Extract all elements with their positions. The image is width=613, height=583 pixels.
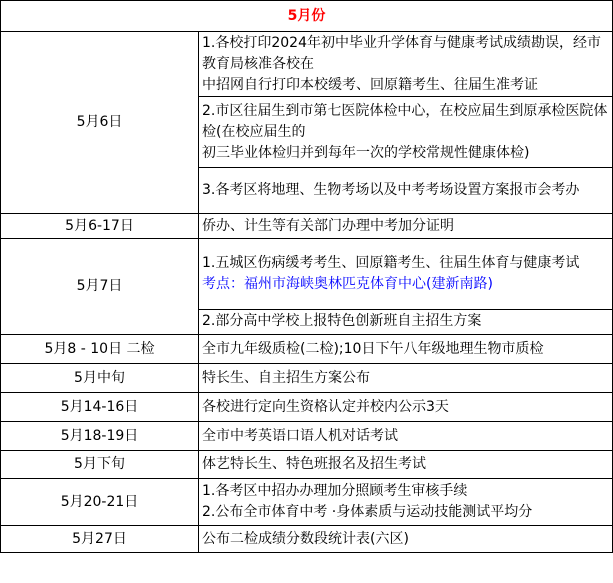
content-line: 3.各考区将地理、生物考场以及中考考场设置方案报市会考办 bbox=[202, 182, 580, 198]
table-row bbox=[1, 214, 613, 239]
content-line: 2.部分高中学校上报特色创新班自主招生方案 bbox=[202, 313, 482, 330]
table-row bbox=[1, 393, 613, 422]
content-cell bbox=[199, 422, 613, 451]
venue-note: 考点：福州市海峡奥林匹克体育中心(建新南路) bbox=[202, 275, 493, 292]
date-cell: 5月14-16日 bbox=[1, 393, 199, 422]
content-cell bbox=[199, 335, 613, 364]
table-header-row bbox=[1, 1, 613, 32]
content-line: 侨办、计生等有关部门办理中考加分证明 bbox=[202, 217, 454, 234]
date-cell: 5月20-21日 bbox=[1, 479, 199, 526]
date-cell: 5月8 - 10日 二检 bbox=[1, 335, 199, 364]
table-row bbox=[1, 364, 613, 393]
table-row bbox=[1, 526, 613, 553]
content-cell bbox=[199, 214, 613, 239]
content-line: 初三毕业体检归并到每年一次的学校常规性健康体检) bbox=[202, 144, 530, 161]
month-header: 5月份 bbox=[1, 1, 613, 32]
content-cell bbox=[199, 364, 613, 393]
content-line: 2.公布全市体育中考 ·身体素质与运动技能测试平均分 bbox=[202, 504, 533, 520]
table-row bbox=[1, 32, 613, 97]
content-cell bbox=[199, 168, 613, 214]
date-cell: 5月6-17日 bbox=[1, 214, 199, 239]
content-line: 1.五城区伤病缓考考生、回原籍考生、往届生体育与健康考试 bbox=[202, 254, 580, 271]
date-cell: 5月中旬 bbox=[1, 364, 199, 393]
content-line: 特长生、自主招生方案公布 bbox=[202, 369, 370, 386]
date-cell: 5月6日 bbox=[1, 32, 199, 214]
content-line: 各校进行定向生资格认定并校内公示3天 bbox=[202, 398, 449, 415]
content-cell bbox=[199, 451, 613, 479]
content-cell bbox=[199, 97, 613, 168]
content-line: 全市九年级质检(二检);10日下午八年级地理生物市质检 bbox=[202, 340, 544, 357]
content-line: 1.各考区中招办办理加分照顾考生审核手续 bbox=[202, 483, 468, 499]
content-cell bbox=[199, 479, 613, 526]
table-row bbox=[1, 239, 613, 310]
content-cell bbox=[199, 239, 613, 310]
table-row bbox=[1, 422, 613, 451]
date-cell: 5月18-19日 bbox=[1, 422, 199, 451]
table-row bbox=[1, 479, 613, 526]
content-cell bbox=[199, 393, 613, 422]
content-cell bbox=[199, 32, 613, 97]
content-line: 体艺特长生、特色班报名及招生考试 bbox=[202, 456, 426, 472]
table-row bbox=[1, 335, 613, 364]
content-cell bbox=[199, 309, 613, 334]
date-cell: 5月下旬 bbox=[1, 451, 199, 479]
date-cell: 5月27日 bbox=[1, 526, 199, 553]
content-line: 全市中考英语口语人机对话考试 bbox=[202, 427, 398, 444]
date-cell: 5月7日 bbox=[1, 239, 199, 335]
content-line: 中招网自行打印本校缓考、回原籍考生、往届生准考证 bbox=[202, 76, 538, 93]
content-cell bbox=[199, 526, 613, 553]
content-line: 2.市区往届生到市第七医院体检中心，在校应届生到原承检医院体检(在校应届生的 bbox=[202, 102, 608, 140]
content-line: 1.各校打印2024年初中毕业升学体育与健康考试成绩勘误，经市教育局核准各校在 bbox=[202, 34, 601, 72]
table-row bbox=[1, 451, 613, 479]
content-line: 公布二检成绩分数段统计表(六区) bbox=[202, 530, 409, 547]
